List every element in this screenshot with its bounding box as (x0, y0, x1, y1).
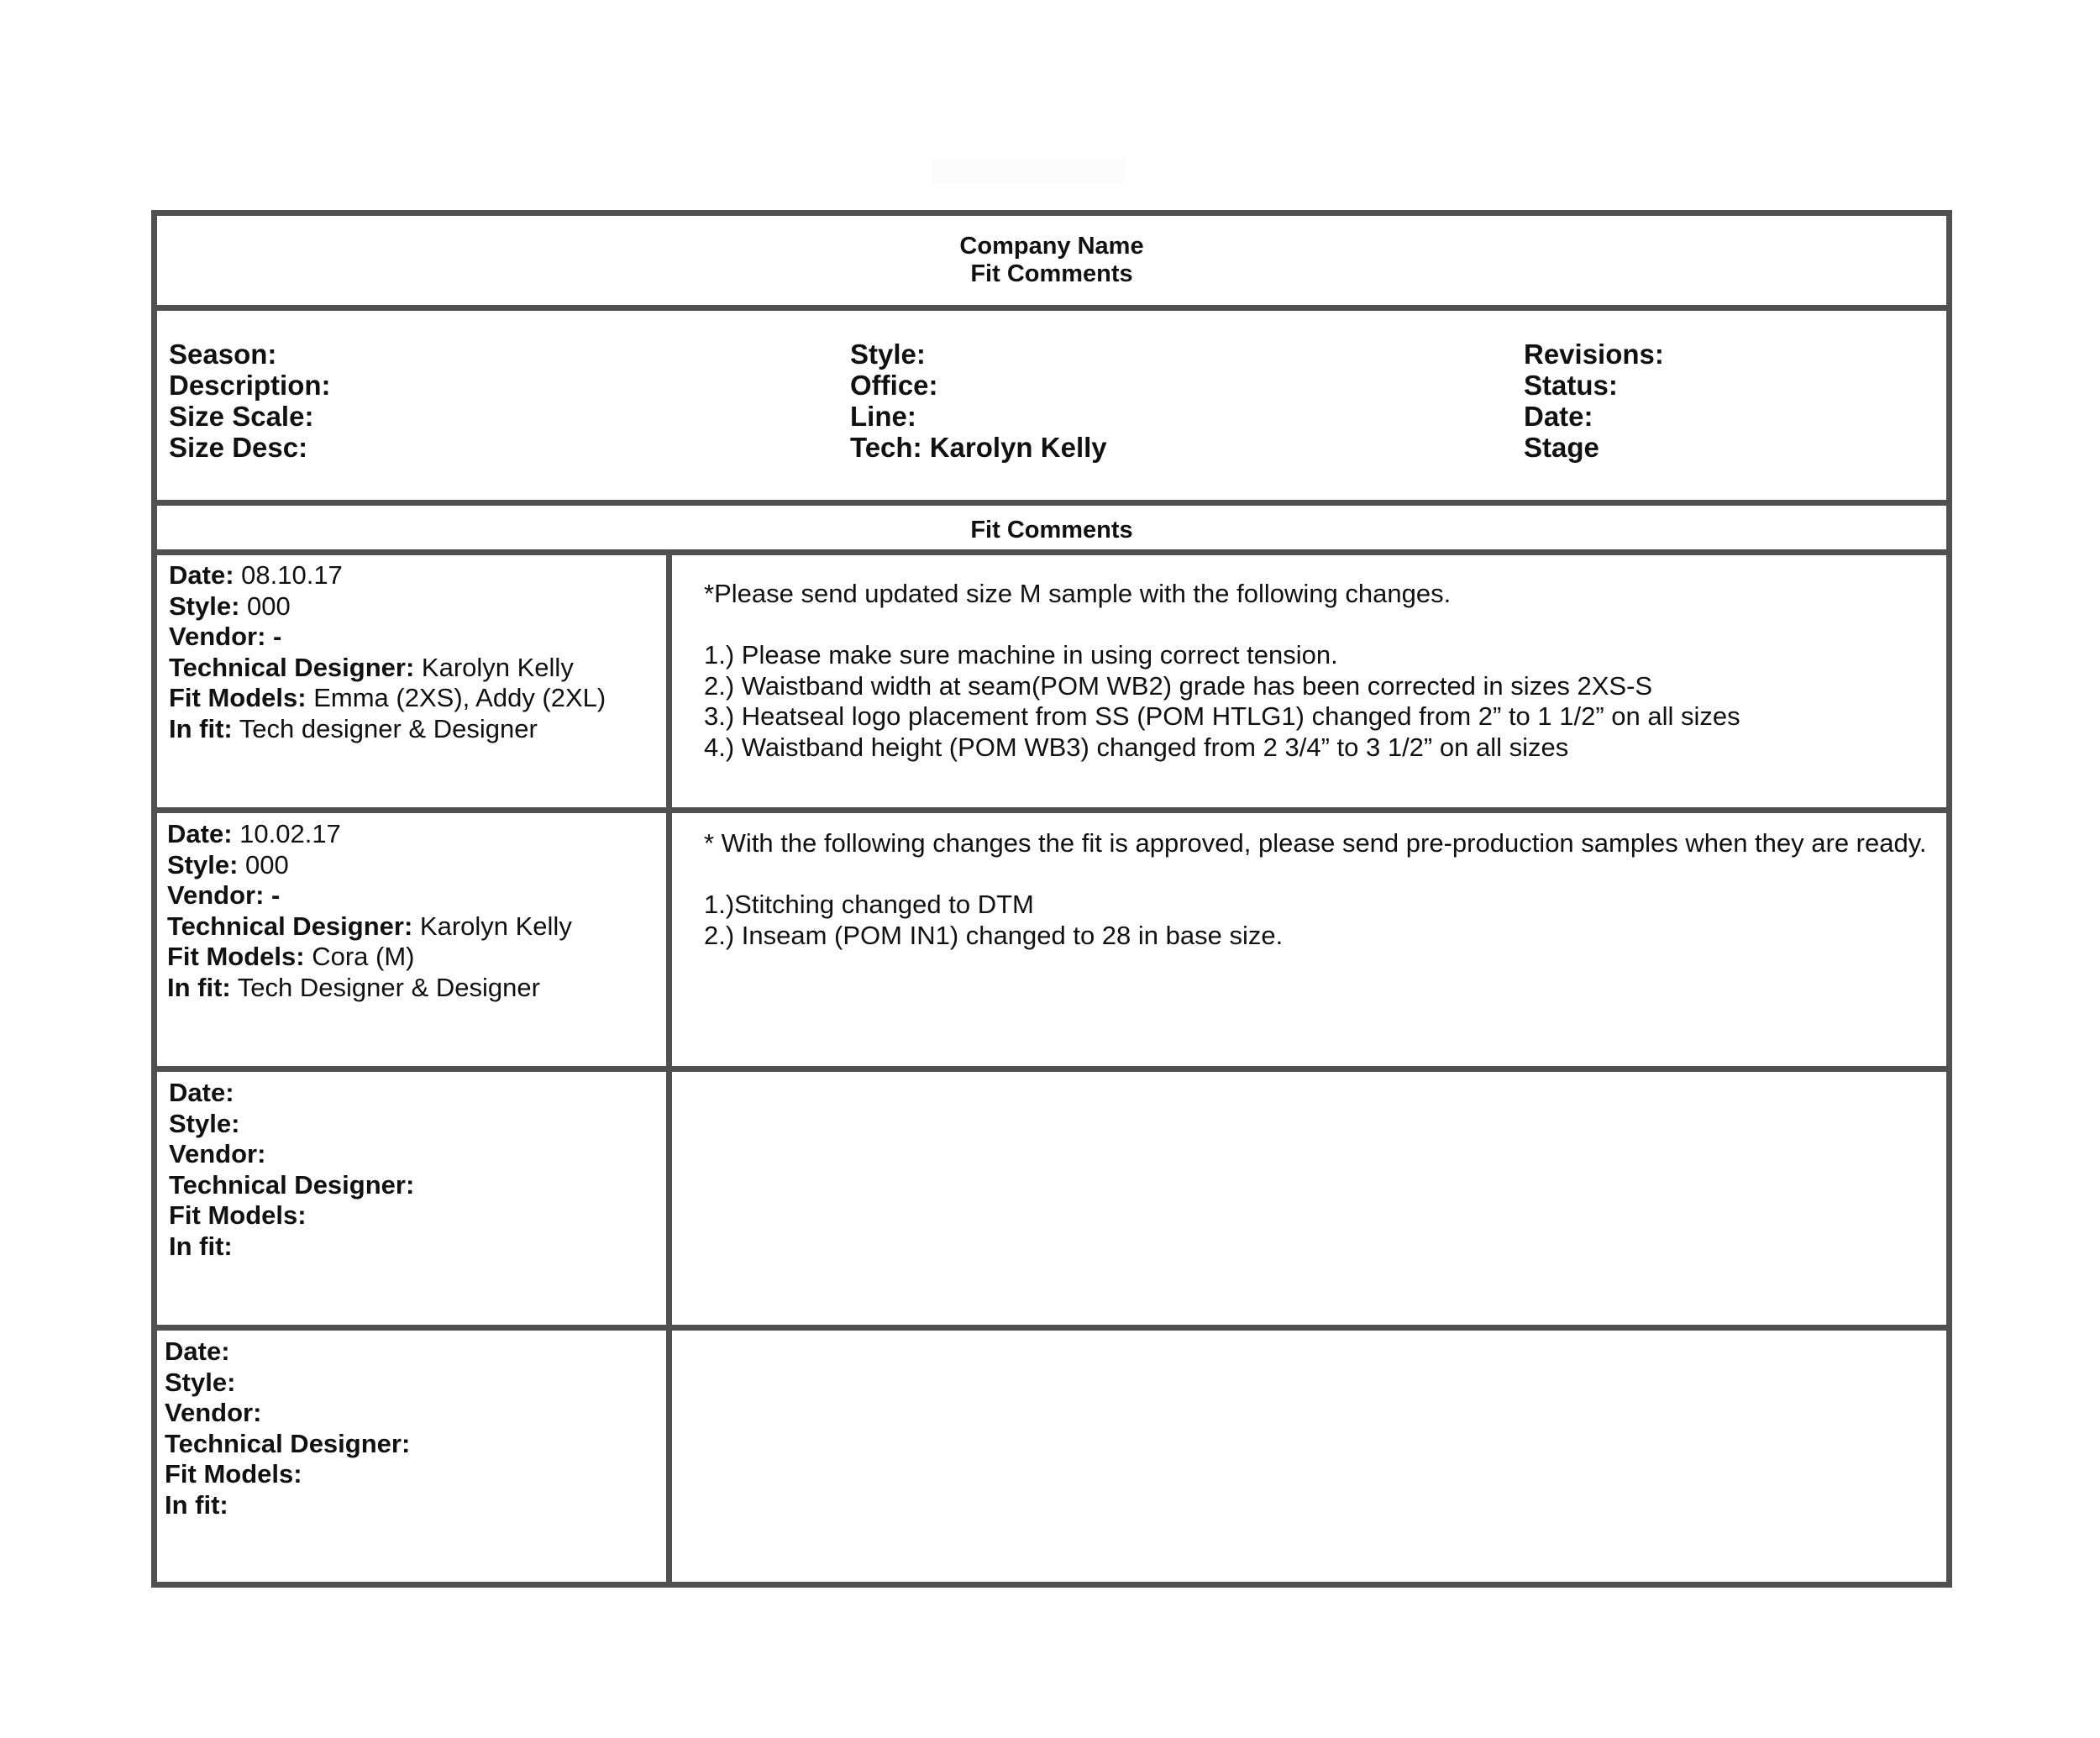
note-item: 2.) Waistband width at seam(POM WB2) grade has been corrected in sizes 2XS-S (704, 670, 1653, 701)
tech-label: Tech: Karolyn Kelly (850, 432, 1107, 463)
season-label: Season: (169, 339, 277, 370)
status-label: Status: (1524, 370, 1618, 401)
divider (157, 807, 1946, 813)
faint-header-mark (932, 158, 1126, 183)
divider (157, 549, 1946, 555)
divider (157, 1325, 1946, 1331)
notes-intro: * With the following changes the fit is approved, please send pre-production samples when they are ready. (704, 828, 1927, 858)
entry-1-meta: Date: 08.10.17 Style: 000 Vendor: - Technical Designer: Karolyn Kelly Fit Models: Emma (2XS), Addy (2XL) In fit: Tech designer & Designer (169, 560, 606, 743)
entry-3-meta: Date: Style: Vendor: Technical Designer: Fit Models: In fit: (169, 1078, 415, 1261)
fit-comments-form (151, 210, 1952, 1588)
stage-label: Stage (1524, 432, 1599, 463)
note-item: 1.)Stitching changed to DTM (704, 890, 1034, 919)
note-item: 3.) Heatseal logo placement from SS (POM HTLG1) changed from 2” to 1 1/2” on all sizes (704, 701, 1740, 731)
entry-2-notes (704, 828, 1927, 951)
note-item: 4.) Waistband height (POM WB3) changed from 2 3/4” to 3 1/2” on all sizes (704, 732, 1569, 762)
divider (157, 305, 1946, 311)
section-title: Fit Comments (970, 516, 1133, 543)
divider (157, 1066, 1946, 1072)
revisions-label: Revisions: (1524, 339, 1664, 370)
info-column-3 (1524, 339, 1664, 463)
form-header (157, 216, 1946, 305)
description-label: Description: (169, 370, 331, 401)
date-label: Date: (1524, 401, 1593, 432)
line-label: Line: (850, 401, 916, 432)
entry-1-notes (704, 579, 1740, 763)
form-title: Fit Comments (970, 260, 1133, 287)
notes-intro: *Please send updated size M sample with the following changes. (704, 579, 1452, 608)
entry-4-meta: Date: Style: Vendor: Technical Designer: Fit Models: In fit: (165, 1336, 411, 1520)
office-label: Office: (850, 370, 938, 401)
company-name: Company Name (959, 233, 1144, 260)
divider (157, 500, 1946, 506)
style-label: Style: (850, 339, 926, 370)
size-scale-label: Size Scale: (169, 401, 314, 432)
info-column-1 (169, 339, 331, 463)
note-item: 1.) Please make sure machine in using correct tension. (704, 640, 1338, 669)
note-item: 2.) Inseam (POM IN1) changed to 28 in base size. (704, 920, 1284, 950)
size-desc-label: Size Desc: (169, 432, 308, 463)
info-column-2 (850, 339, 1107, 463)
entry-2-meta: Date: 10.02.17 Style: 000 Vendor: - Technical Designer: Karolyn Kelly Fit Models: Cora (M) In fit: Tech Designer & Designer (167, 819, 572, 1002)
